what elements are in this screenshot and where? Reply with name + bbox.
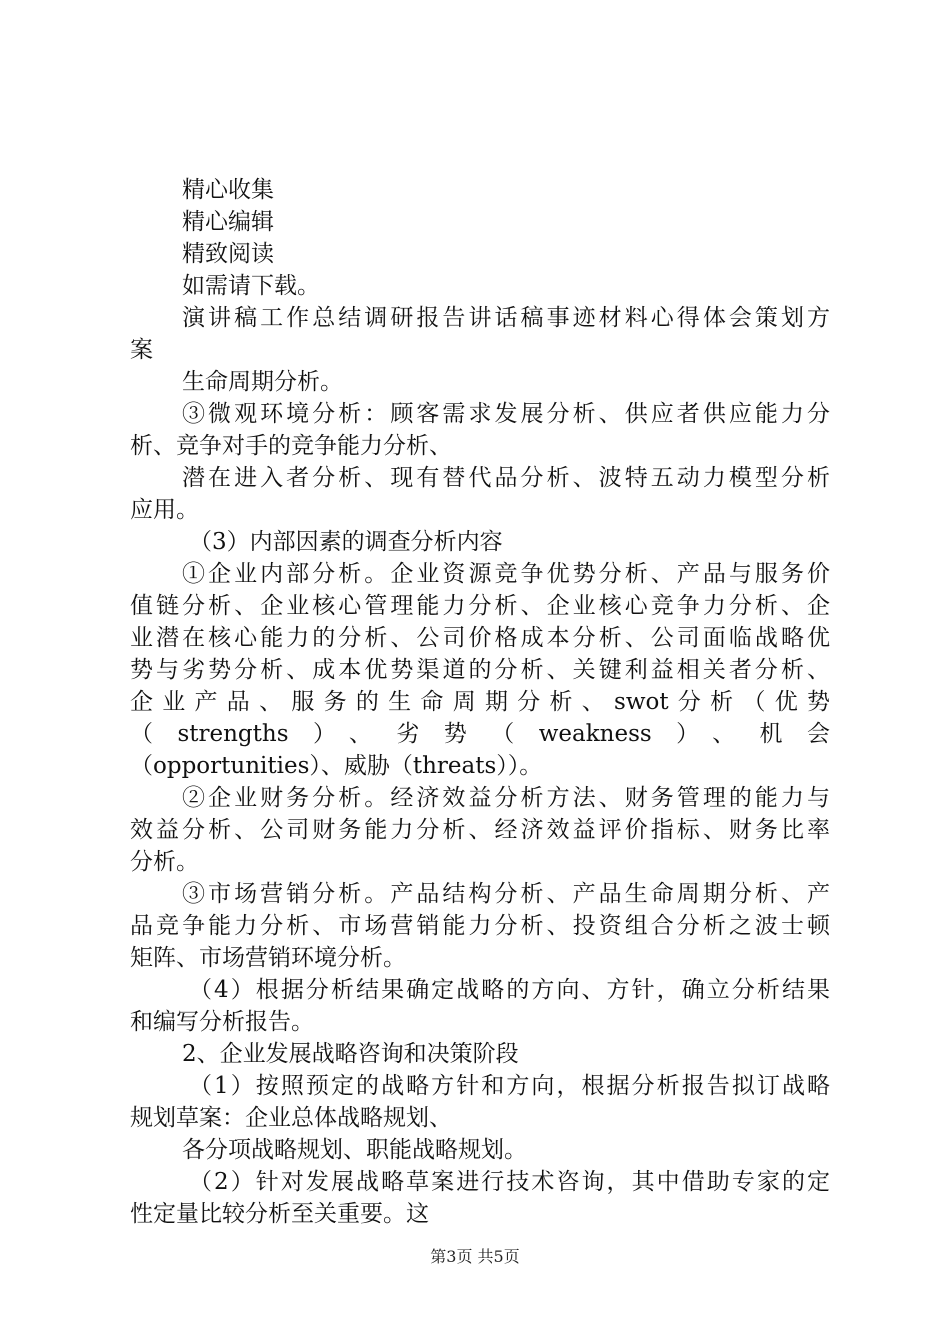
text-line: ②企业财务分析。经济效益分析方法、财务管理的能力与 xyxy=(182,785,830,811)
text-line: 势与劣势分析、成本优势渠道的分析、关键利益相关者分析、 xyxy=(130,657,830,683)
text-line: 性定量比较分析至关重要。这 xyxy=(130,1201,429,1227)
text-line: （opportunities）、威胁（threats））。 xyxy=(130,753,543,779)
text-line: 品竞争能力分析、市场营销能力分析、投资组合分析之波士顿 xyxy=(130,913,830,939)
text-line: （4）根据分析结果确定战略的方向、方针，确立分析结果 xyxy=(189,977,830,1003)
section-heading: （3）内部因素的调查分析内容 xyxy=(189,529,503,555)
text-line: 案 xyxy=(130,337,153,363)
text-line: ③微观环境分析：顾客需求发展分析、供应者供应能力分 xyxy=(182,401,830,427)
text-line: 和编写分析报告。 xyxy=(130,1009,314,1035)
text-line: 精致阅读 xyxy=(182,241,274,267)
text-line: 精心编辑 xyxy=(182,209,274,235)
text-line: ③市场营销分析。产品结构分析、产品生命周期分析、产 xyxy=(182,881,830,907)
text-line: 效益分析、公司财务能力分析、经济效益评价指标、财务比率 xyxy=(130,817,830,843)
text-line: 分析。 xyxy=(130,849,199,875)
text-line: 各分项战略规划、职能战略规划。 xyxy=(182,1137,527,1163)
text-line: 矩阵、市场营销环境分析。 xyxy=(130,945,406,971)
text-line: 精心收集 xyxy=(182,177,274,203)
text-line: 规划草案：企业总体战略规划、 xyxy=(130,1105,452,1131)
text-line: 值链分析、企业核心管理能力分析、企业核心竞争力分析、企 xyxy=(130,593,830,619)
document-body xyxy=(130,174,830,1230)
text-line: 生命周期分析。 xyxy=(182,369,343,395)
text-line: （2）针对发展战略草案进行技术咨询，其中借助专家的定 xyxy=(189,1169,830,1195)
text-line: 如需请下载。 xyxy=(182,273,320,299)
text-line: 企业产品、服务的生命周期分析、swot分析（优势 xyxy=(130,689,830,715)
text-line: 演讲稿工作总结调研报告讲话稿事迹材料心得体会策划方 xyxy=(182,305,830,331)
text-line: 潜在进入者分析、现有替代品分析、波特五动力模型分析 xyxy=(182,465,830,491)
text-line: （strengths）、劣势（weakness）、机会 xyxy=(130,721,830,747)
text-line: 应用。 xyxy=(130,497,199,523)
text-line: （1）按照预定的战略方针和方向，根据分析报告拟订战略 xyxy=(189,1073,830,1099)
text-line: ①企业内部分析。企业资源竞争优势分析、产品与服务价 xyxy=(182,561,830,587)
text-line: 业潜在核心能力的分析、公司价格成本分析、公司面临战略优 xyxy=(130,625,830,651)
page-number-footer: 第3页 共5页 xyxy=(430,1247,520,1266)
section-heading: 2、企业发展战略咨询和决策阶段 xyxy=(182,1041,519,1067)
text-line: 析、竞争对手的竞争能力分析、 xyxy=(130,433,452,459)
